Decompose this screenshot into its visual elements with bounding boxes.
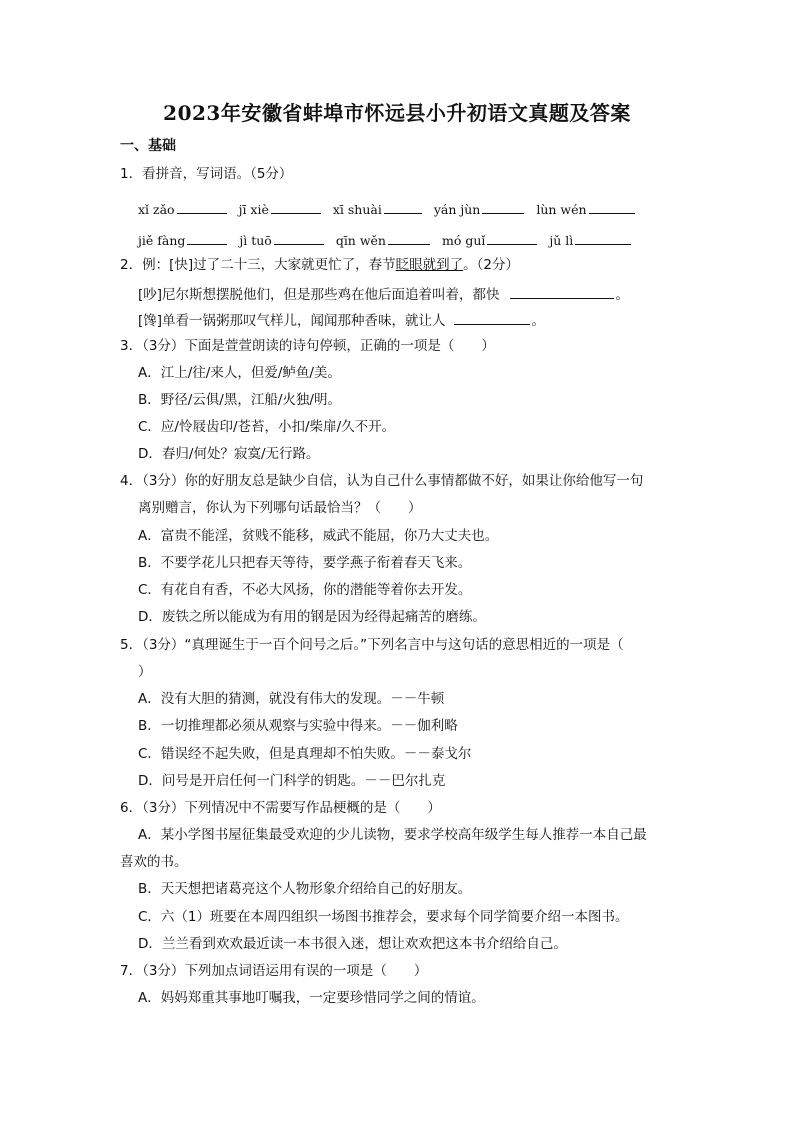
pinyin-item: jǔ lì: [549, 233, 574, 248]
answer-blank[interactable]: [510, 284, 614, 299]
question-2-line-3: [馋]单看一锅粥那叹气样儿，闻闻那种香味，就让人 。: [138, 310, 545, 330]
q2-stem-text: 2．例：[快]过了二十三，大家就更忙了，春节: [120, 257, 396, 273]
answer-blank[interactable]: [454, 310, 530, 325]
pinyin-item: mó guǐ: [441, 233, 486, 248]
question-6-option[interactable]: D．兰兰看到欢欢最近读一本书很入迷，想让欢欢把这本书介绍给自己。: [138, 936, 567, 952]
pinyin-item: lùn wén: [536, 202, 587, 217]
question-4-stem: 4．（3分）你的好朋友总是缺少自信，认为自己什么事情都做不好，如果让你给他写一句: [120, 473, 644, 489]
question-4-option[interactable]: B．不要学花儿只把春天等待，要学燕子衔着春天飞来。: [138, 555, 472, 571]
question-5-option[interactable]: D．问号是开启任何一门科学的钥匙。－－巴尔扎克: [138, 773, 446, 789]
answer-blank[interactable]: [384, 199, 422, 214]
question-7-stem: 7．（3分）下列加点词语运用有误的一项是（ ）: [120, 963, 428, 979]
question-6-option[interactable]: C．六（1）班要在本周四组织一场图书推荐会，要求每个同学简要介绍一本图书。: [138, 909, 629, 925]
pinyin-item: jiě fàng: [138, 233, 186, 248]
answer-blank[interactable]: [187, 230, 227, 245]
pinyin-item: xǐ zǎo: [138, 202, 175, 217]
answer-blank[interactable]: [274, 230, 324, 245]
question-4-option[interactable]: C．有花自有香，不必大风扬，你的潜能等着你去开发。: [138, 582, 472, 598]
pinyin-item: xī shuài: [332, 202, 382, 217]
q2-prompt-text: [馋]单看一锅粥那叹气样儿，闻闻那种香味，就让人: [138, 313, 446, 329]
answer-blank[interactable]: [388, 230, 430, 245]
question-4-option[interactable]: D．废铁之所以能成为有用的钢是因为经得起痛苦的磨练。: [138, 609, 486, 625]
answer-blank[interactable]: [177, 199, 227, 214]
question-5-stem-cont: ）: [138, 664, 152, 680]
answer-blank[interactable]: [589, 199, 635, 214]
question-4-option[interactable]: A．富贵不能淫，贫贱不能移，威武不能屈，你乃大丈夫也。: [138, 528, 499, 544]
question-3-option[interactable]: B．野径/云俱/黑，江船/火独/明。: [138, 392, 341, 408]
question-1-stem: 1．看拼音，写词语。（5分）: [120, 166, 293, 182]
question-5-option[interactable]: B．一切推理都必须从观察与实验中得来。－－伽利略: [138, 718, 458, 734]
answer-blank[interactable]: [575, 230, 631, 245]
q2-stem-score: 。（2分）: [463, 257, 519, 273]
q2-underlined-example: 眨眼就到了: [395, 257, 464, 273]
pinyin-row-2: [138, 230, 633, 248]
question-6-option-cont: 喜欢的书。: [120, 854, 188, 870]
question-6-option[interactable]: A．某小学图书屋征集最受欢迎的少儿读物，要求学校高年级学生每人推荐一本自己最: [138, 827, 647, 843]
question-4-stem-cont: 离别赠言，你认为下列哪句话最恰当？（ ）: [138, 500, 422, 516]
page-title: 2023年安徽省蚌埠市怀远县小升初语文真题及答案: [163, 101, 631, 125]
question-5-option[interactable]: C．错误经不起失败，但是真理却不怕失败。－－泰戈尔: [138, 746, 472, 762]
question-6-stem: 6．（3分）下列情况中不需要写作品梗概的是（ ）: [120, 800, 441, 816]
question-2-line-2: [吵]尼尔斯想摆脱他们，但是那些鸡在他后面追着叫着，都快 。: [138, 284, 629, 304]
answer-blank[interactable]: [271, 199, 321, 214]
section-heading-basics: 一、基础: [120, 138, 176, 154]
pinyin-row-1: [138, 199, 637, 217]
question-6-option[interactable]: B．天天想把诸葛亮这个人物形象介绍给自己的好朋友。: [138, 881, 472, 897]
question-5-stem: 5．（3分）“真理诞生于一百个问号之后。”下列名言中与这句话的意思相近的一项是（: [120, 637, 624, 653]
pinyin-item: jì tuō: [239, 233, 272, 248]
pinyin-item: yán jùn: [433, 202, 481, 217]
question-5-option[interactable]: A．没有大胆的猜测，就没有伟大的发现。－－牛顿: [138, 691, 445, 707]
pinyin-item: qīn wěn: [335, 233, 386, 248]
question-7-option[interactable]: A．妈妈郑重其事地叮嘱我，一定要珍惜同学之间的情谊。: [138, 990, 485, 1006]
answer-blank[interactable]: [487, 230, 537, 245]
q2-prompt-text: [吵]尼尔斯想摆脱他们，但是那些鸡在他后面追着叫着，都快: [138, 287, 500, 303]
question-3-option[interactable]: D．春归/何处？寂寞/无行路。: [138, 446, 320, 462]
question-3-option[interactable]: A．江上/往/来人，但爱/鲈鱼/美。: [138, 365, 341, 381]
pinyin-item: jī xiè: [238, 202, 269, 217]
answer-blank[interactable]: [482, 199, 524, 214]
question-3-stem: 3．（3分）下面是萱萱朗读的诗句停顿，正确的一项是（ ）: [120, 338, 495, 354]
question-2-stem: [120, 256, 519, 274]
question-3-option[interactable]: C．应/怜屐齿印/苍苔，小扣/柴扉/久不开。: [138, 419, 396, 435]
